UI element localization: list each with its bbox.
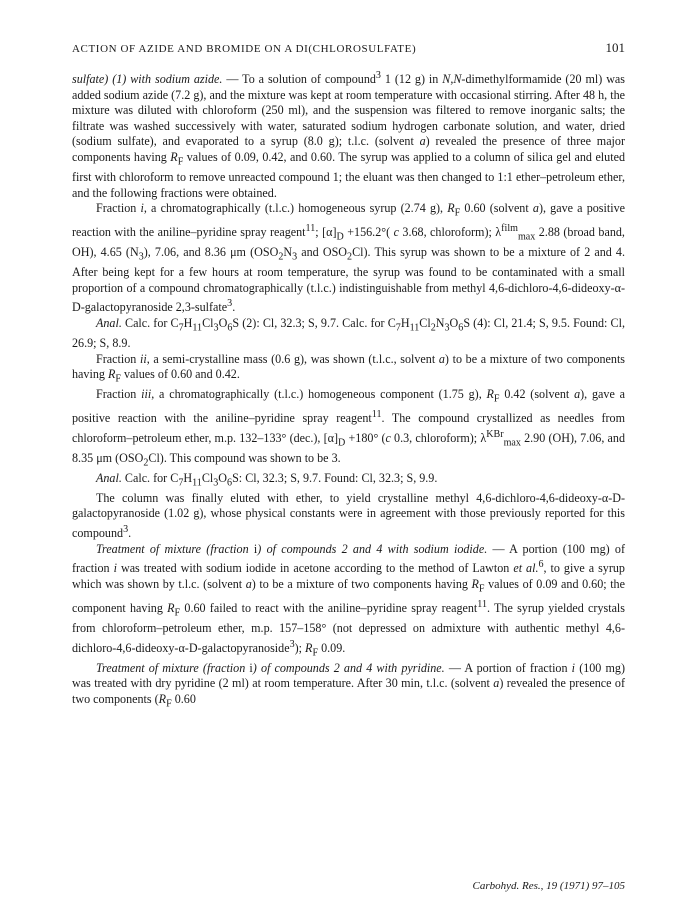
text-run: 0.42 (solvent xyxy=(499,387,575,402)
text-run: a xyxy=(438,351,445,366)
text-run: i xyxy=(249,660,253,675)
text-run: Cl xyxy=(201,470,214,485)
text-run: 11 xyxy=(192,477,202,489)
text-run: O xyxy=(218,316,228,331)
text-run: ) of compounds 2 and 4 with sodium iodide. xyxy=(257,541,488,556)
text-run: . The syrup yielded crystals from chloroform–petroleum ether, m.p. 157–158° (not depressed on admixture with authentic methyl 4,6-dichloro-4,6-dideoxy-α-D-galactopyranoside xyxy=(72,600,626,655)
text-run: (100 mg) was treated with dry pyridine (2 ml) at room temperature. After 30 min, t.l.c. (solvent xyxy=(72,660,625,691)
text-run: +156.2°( xyxy=(343,225,394,240)
text-run: 3.68, chloroform); λ xyxy=(398,225,502,240)
text-run: 2.90 (OH), 7.06, and 8.35 μm (OSO xyxy=(72,430,626,465)
text-run: -dimethylformamide (20 ml) was added sodium azide (7.2 g), and the mixture was kept at room temperature with occasional stirring. After 48 h, the mixture was diluted with chloroform (250 ml), and the suspension was filtered to remove inorganic salts; the filtrate was washed successively with water, saturated sodium hydrogen carbonate solution, and water, dried (sodium sulfate), and evaporated to a syrup (8.0 g); t.l.c. (solvent xyxy=(72,72,626,149)
text-run: 6 xyxy=(227,477,233,489)
text-run: Fraction xyxy=(96,201,141,216)
paragraph-ether-elution xyxy=(72,491,625,542)
text-run: — A portion (100 mg) of fraction xyxy=(72,541,625,576)
text-run: 11 xyxy=(371,409,382,421)
text-run: Anal. xyxy=(96,470,122,485)
text-run: ) revealed the presence of three major components having xyxy=(72,134,625,164)
text-run: N xyxy=(435,316,445,331)
text-run: 0.09. xyxy=(318,640,346,655)
text-run: R xyxy=(447,201,455,216)
text-run: c xyxy=(393,225,399,240)
text-run: , a semi-crystalline mass (0.6 g), was shown (t.l.c., solvent xyxy=(146,351,439,366)
text-run: R xyxy=(158,691,167,706)
text-run: F xyxy=(478,583,485,595)
text-run: film xyxy=(501,223,518,235)
text-run: R xyxy=(170,150,178,164)
text-run: F xyxy=(115,373,121,385)
text-run: a xyxy=(574,387,581,402)
text-run: R xyxy=(305,640,313,655)
text-run: 0.60 failed to react with the aniline–pyridine spray reagent xyxy=(180,600,478,615)
text-run: ) to be a mixture of two components having xyxy=(72,351,626,382)
text-run: ; [α] xyxy=(315,225,337,240)
text-run: 1 (12 g) in xyxy=(380,72,443,87)
text-run: ), gave a positive reaction with the aniline–pyridine spray reagent xyxy=(72,201,625,240)
text-run: +180° ( xyxy=(345,430,386,445)
text-run: 2.88 (broad band, OH), 4.65 (N xyxy=(72,225,625,260)
text-run: iii xyxy=(141,387,152,402)
text-run: R xyxy=(167,600,175,615)
paragraph-sodium-iodide xyxy=(72,542,625,661)
text-run: Treatment of mixture (fraction xyxy=(96,660,250,675)
text-run: Cl). This compound was shown to be 3. xyxy=(148,450,341,465)
text-run: values of 0.09, 0.42, and 0.60. The syrup was applied to a column of silica gel and eluted first with chloroform to remove unreacted compound 1; the eluant was then changed to 1:1 ether–petroleum ether, and the following fractions were obtained. xyxy=(72,150,625,200)
running-head: ACTION OF AZIDE AND BROMIDE ON A DI(CHLOROSULFATE) xyxy=(72,43,417,55)
text-run: i xyxy=(571,660,576,675)
text-run: a xyxy=(532,201,539,216)
text-run: was treated with sodium iodide in acetone according to the method of Lawton xyxy=(116,561,514,576)
text-run: 3 xyxy=(444,322,450,334)
text-run: H xyxy=(183,316,193,331)
text-run: 3 xyxy=(292,251,298,263)
text-run: , a chromatographically (t.l.c.) homogeneous component (1.75 g), xyxy=(151,387,487,402)
text-run: ) to be a mixture of two components having xyxy=(251,576,472,591)
text-run: ), gave a positive reaction with the aniline–pyridine spray reagent xyxy=(72,387,625,426)
text-run: Calc. for C xyxy=(121,316,179,331)
paragraph-fraction-ii xyxy=(72,352,625,388)
text-run: et al. xyxy=(513,561,539,576)
text-run: O xyxy=(218,470,228,485)
text-run: a xyxy=(493,676,500,691)
text-run: 3 xyxy=(289,638,295,650)
text-run: S (2): Cl, 32.3; S, 9.7. Calc. for C xyxy=(232,316,396,331)
text-run: Treatment of mixture (fraction xyxy=(96,541,254,556)
text-run: a xyxy=(245,576,252,591)
text-run: 3 xyxy=(213,477,219,489)
text-run: F xyxy=(174,607,181,619)
text-run: 2 xyxy=(143,457,149,469)
text-run: sulfate) (1) with sodium azide. xyxy=(72,72,223,87)
text-run: F xyxy=(454,207,461,219)
text-run: N xyxy=(283,245,293,260)
text-run: i xyxy=(113,561,117,576)
text-run: 7 xyxy=(178,477,184,489)
paragraph-pyridine xyxy=(72,661,625,712)
text-run: Cl). This syrup was shown to be a mixture of 2 and 4. After being kept for a few hours at room temperature, the syrup was found to be contaminated with a small proportion of a compound chromatographically (t.l.c.) indistinguishable from methyl 4,6-dichloro-4,6-dideoxy-α-D-galactopyranoside 2,3-sulfate xyxy=(72,245,626,315)
text-run: N,N xyxy=(442,72,462,87)
text-run: 6 xyxy=(227,322,233,334)
text-run: 0.60 (solvent xyxy=(460,201,533,216)
text-run: Fraction xyxy=(96,387,142,402)
text-run: 3 xyxy=(213,322,219,334)
text-run: 2 xyxy=(347,251,353,263)
text-run: 0.60 xyxy=(171,691,196,706)
text-run: The column was finally eluted with ether, to yield crystalline methyl 4,6-dichloro-4,6-dideoxy-α-D-galactopyranoside (1.02 g), whose physical constants were in agreement with those previously reported for this compound xyxy=(72,490,625,541)
text-run: ii xyxy=(139,351,147,366)
text-run: 3 xyxy=(375,70,381,81)
text-run: F xyxy=(493,393,500,405)
paragraph-fraction-i xyxy=(72,201,625,316)
text-run: Cl xyxy=(419,316,431,331)
text-run: 11 xyxy=(192,322,203,334)
text-run: S: Cl, 32.3; S, 9.7. Found: Cl, 32.3; S, 9.9. xyxy=(232,470,438,485)
text-run: — To a solution of compound xyxy=(222,72,376,87)
text-run: . xyxy=(128,526,132,541)
paragraph-analysis-fraction-iii xyxy=(72,471,625,491)
text-run: H xyxy=(400,316,410,331)
body-text xyxy=(72,68,625,712)
text-run: 2 xyxy=(430,322,436,334)
text-run: . xyxy=(232,300,236,315)
text-run: S (4): Cl, 21.4; S, 9.5. Found: Cl, 26.9; S, 8.9. xyxy=(72,316,625,351)
page-number: 101 xyxy=(605,40,625,55)
page-header xyxy=(72,40,625,56)
text-run: H xyxy=(183,470,193,485)
text-run: 7 xyxy=(395,322,401,334)
journal-citation: Carbohyd. Res., 19 (1971) 97–105 xyxy=(472,880,625,892)
text-run: 2 xyxy=(278,251,284,263)
text-run: Fraction xyxy=(96,351,140,366)
text-run: R xyxy=(107,367,116,382)
text-run: ), 7.06, and 8.36 μm (OSO xyxy=(143,245,279,260)
text-run: 0.3, chloroform); λ xyxy=(390,430,487,445)
text-run: R xyxy=(471,576,479,591)
text-run: D xyxy=(338,437,346,449)
text-run: c xyxy=(385,430,391,445)
text-run: 3 xyxy=(227,298,233,310)
text-run: 3 xyxy=(123,524,129,536)
paragraph-azide-treatment xyxy=(72,68,625,201)
text-run: , a chromatographically (t.l.c.) homogeneous syrup (2.74 g), xyxy=(143,201,448,216)
text-run: values of 0.09 and 0.60; the component having xyxy=(72,576,625,615)
text-run: ) of compounds 2 and 4 with pyridine. xyxy=(252,660,445,675)
text-run: KBr xyxy=(486,428,504,440)
text-run: O xyxy=(449,316,459,331)
paragraph-fraction-iii xyxy=(72,387,625,471)
text-run: Cl xyxy=(202,316,214,331)
paragraph-analysis-fraction-i xyxy=(72,316,625,352)
text-run: 6 xyxy=(458,322,464,334)
text-run: F xyxy=(312,646,319,658)
text-run: 11 xyxy=(409,322,420,334)
text-run: F xyxy=(177,156,184,168)
text-run: , to give a syrup which was shown by t.l.c. (solvent xyxy=(72,561,625,591)
text-run: 11 xyxy=(477,598,487,610)
text-run: 6 xyxy=(538,559,544,571)
text-run: max xyxy=(503,437,521,449)
text-run: — A portion of fraction xyxy=(444,660,572,675)
text-run: a xyxy=(419,134,426,149)
text-run: ); xyxy=(294,640,306,655)
text-run: R xyxy=(486,387,494,402)
text-run: . The compound crystallized as needles from chloroform–petroleum ether, m.p. 132–133° (dec.), [α] xyxy=(72,411,625,445)
text-run: D xyxy=(336,231,344,243)
text-run: max xyxy=(517,231,536,243)
text-run: F xyxy=(166,698,172,710)
text-run: 11 xyxy=(305,223,316,235)
text-run: i xyxy=(140,201,144,216)
text-run: Calc. for C xyxy=(121,470,179,485)
text-run: i xyxy=(253,541,258,556)
text-run: 3 xyxy=(138,251,144,263)
text-run: 7 xyxy=(178,322,184,334)
text-run: and OSO xyxy=(297,245,348,260)
text-run: ) revealed the presence of two components ( xyxy=(72,676,625,706)
text-run: values of 0.60 and 0.42. xyxy=(120,367,240,382)
text-run: Anal. xyxy=(96,316,122,331)
